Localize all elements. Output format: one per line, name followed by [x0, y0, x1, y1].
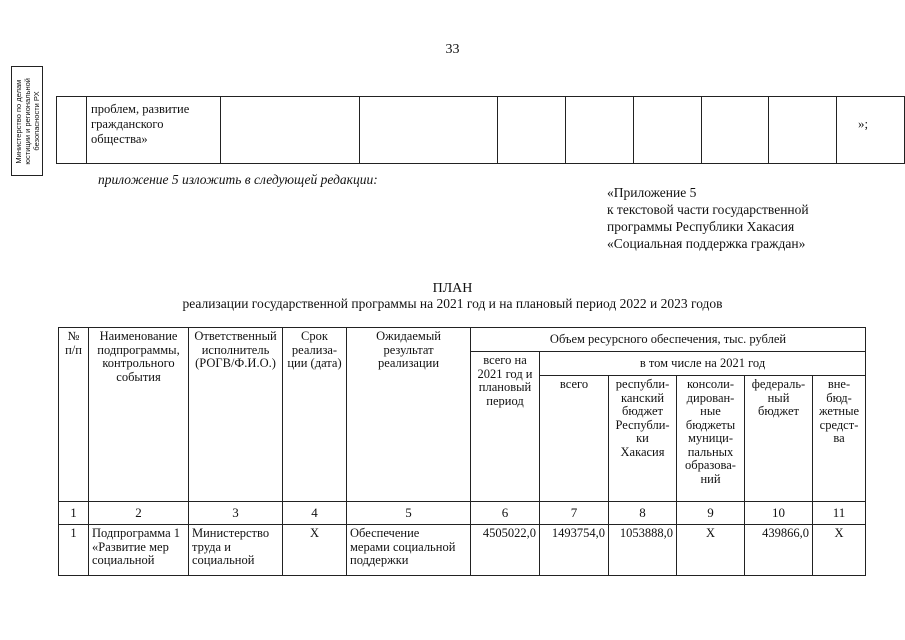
cell-rep-budget: 1053888,0: [609, 525, 677, 576]
header-executor: Ответственный исполнитель (РОГВ/Ф.И.О.): [189, 328, 283, 502]
header-resources: Объем ресурсного обеспечения, тыс. рублей: [471, 328, 866, 352]
header-term: Срок реализа- ции (дата): [283, 328, 347, 502]
page-number: 33: [445, 42, 460, 57]
column-number: 2: [89, 502, 189, 525]
column-number: 1: [59, 502, 89, 525]
column-number: 6: [471, 502, 540, 525]
header-mun-budget: консоли- дирован- ные бюджеты муници- пальных образова- ний: [677, 376, 745, 502]
header-num: № п/п: [59, 328, 89, 502]
cell-term: Х: [283, 525, 347, 576]
cell-executor: Министерство труда и социальной: [189, 525, 283, 576]
cell-mun-budget: Х: [677, 525, 745, 576]
cell-extra-budget: Х: [813, 525, 866, 576]
appendix-header: [607, 184, 809, 252]
column-number: 3: [189, 502, 283, 525]
header-rep-budget: республи- канский бюджет Республи- ки Хакасия: [609, 376, 677, 502]
registration-stamp: [11, 66, 43, 176]
cell-name: Подпрограмма 1 «Развитие мер социальной: [89, 525, 189, 576]
header-fed-budget: федераль- ный бюджет: [745, 376, 813, 502]
continued-table-end: »;: [858, 116, 869, 131]
instruction-text: приложение 5 изложить в следующей редакции:: [98, 172, 378, 187]
header-name: Наименование подпрограммы, контрольного события: [89, 328, 189, 502]
column-number: 4: [283, 502, 347, 525]
plan-subtitle: реализации государственной программы на 2021 год и на плановый период 2022 и 2023 годов: [182, 296, 723, 311]
appendix-line: «Приложение 5: [607, 185, 697, 200]
column-number: 9: [677, 502, 745, 525]
cell-total-2021: 1493754,0: [540, 525, 609, 576]
cell-num: 1: [59, 525, 89, 576]
appendix-line: к текстовой части государственной: [607, 202, 809, 217]
column-number: 11: [813, 502, 866, 525]
column-number: 5: [347, 502, 471, 525]
appendix-line: «Социальная поддержка граждан»: [607, 236, 806, 251]
column-number: 8: [609, 502, 677, 525]
stamp-text: Министерство по делам юстиции и региональной безопасности РХ: [13, 77, 41, 165]
appendix-line: программы Республики Хакасия: [607, 219, 795, 234]
cell-fed-budget: 439866,0: [745, 525, 813, 576]
column-number: 7: [540, 502, 609, 525]
header-extra-budget: вне- бюд- жетные средст- ва: [813, 376, 866, 502]
header-total-2021: всего: [540, 376, 609, 502]
table-row: [59, 525, 866, 576]
column-number: 10: [745, 502, 813, 525]
header-total-all: всего на 2021 год и плановый период: [471, 352, 540, 502]
plan-table: [58, 327, 866, 576]
continued-cell-text: проблем, развитие гражданского общества»: [87, 97, 221, 164]
continued-table: [56, 96, 905, 164]
cell-result: Обеспечение мерами социальной поддержки: [347, 525, 471, 576]
column-numbers-row: [59, 502, 866, 525]
cell-total-all: 4505022,0: [471, 525, 540, 576]
header-incl-2021: в том числе на 2021 год: [540, 352, 866, 376]
plan-title: ПЛАН: [432, 281, 473, 296]
header-result: Ожидаемый результат реализации: [347, 328, 471, 502]
